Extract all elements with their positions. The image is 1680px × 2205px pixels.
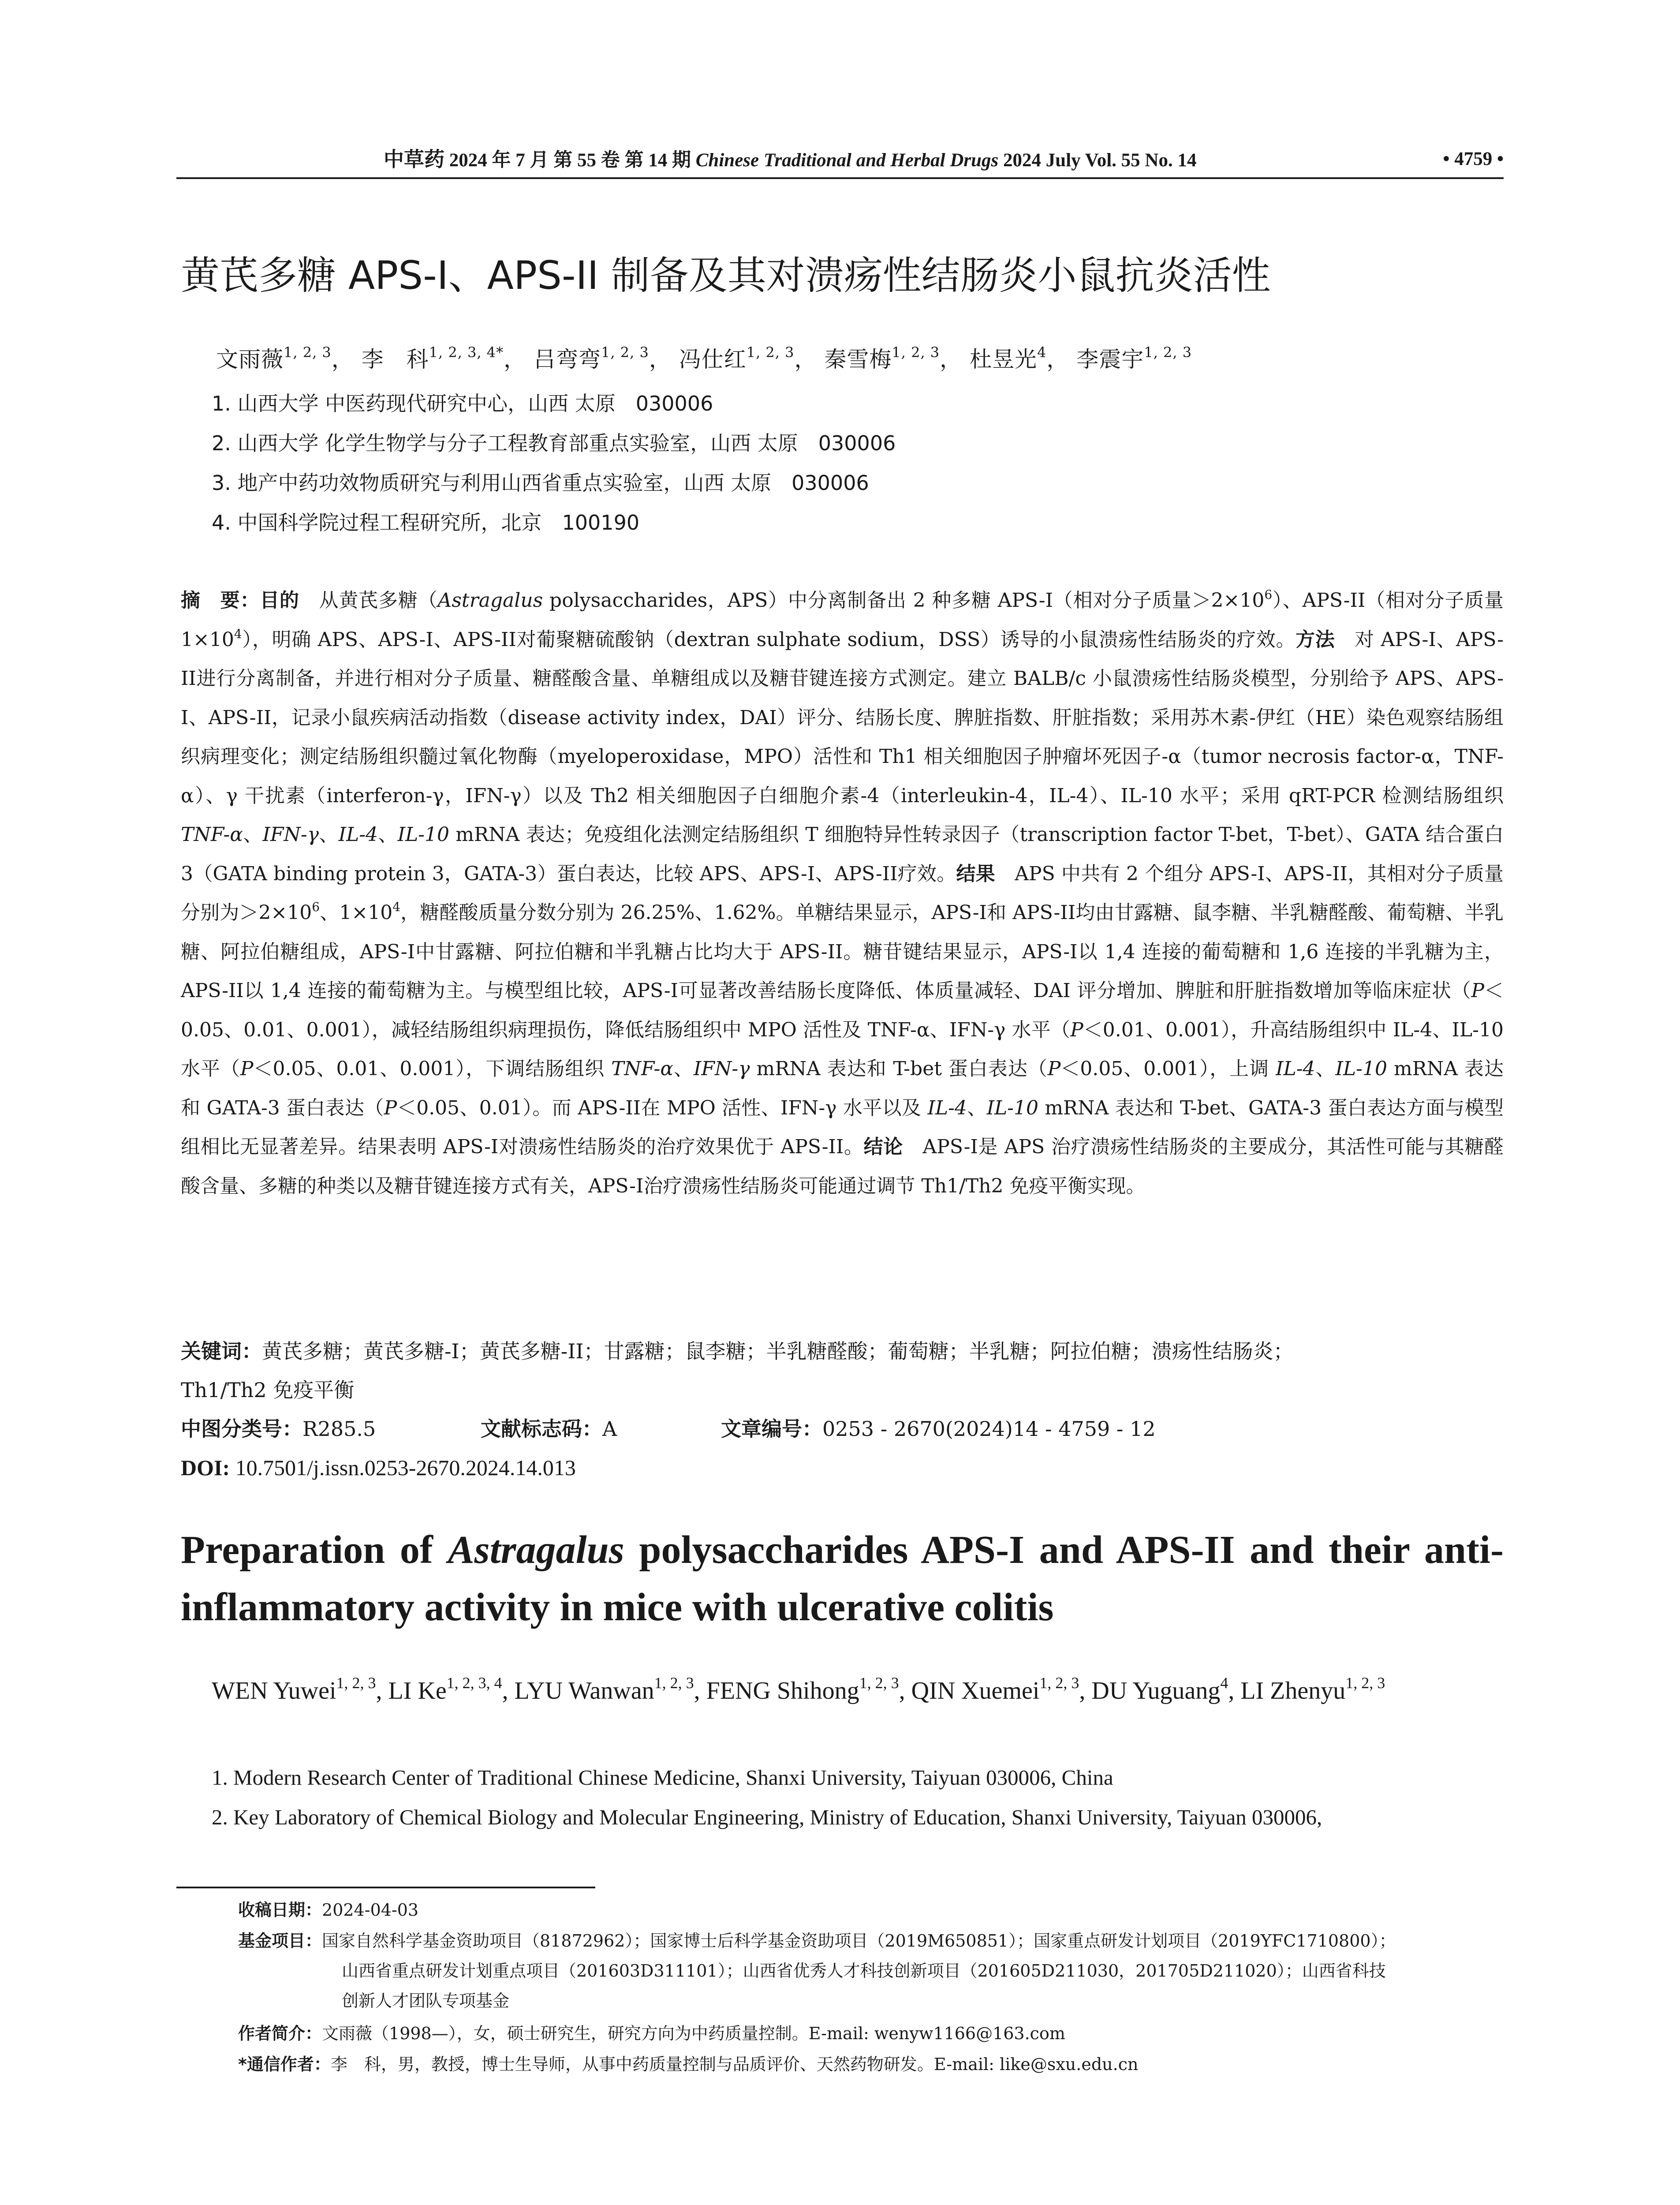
footnote-rule	[176, 1887, 595, 1888]
author-en: LI Zhenyu$^{1, 2, 3}$	[1240, 1674, 1385, 1704]
abstract-label: 摘 要：	[181, 589, 260, 612]
issue-cn: 2024 年 7 月 第 55 卷 第 14 期	[449, 150, 691, 171]
abstract-methods-label: 方法	[1295, 628, 1335, 651]
footnote-fund: 基金项目：国家自然科学基金资助项目（81872962）；国家博士后科学基金资助项目（2019M650851）；国家重点研发计划项目（2019YFC1710800）；	[238, 1931, 1396, 1951]
author-cn: 冯仕红$^{1, 2, 3}$，	[679, 344, 817, 372]
keywords-label: 关键词：	[181, 1339, 262, 1363]
page-number: • 4759 •	[1443, 149, 1504, 169]
affiliation-en-1: 1. Modern Research Center of Traditional Chinese Medicine, Shanxi University, Taiyuan 030006, China	[212, 1765, 1113, 1790]
affiliation-en-2: 2. Key Laboratory of Chemical Biology and Molecular Engineering, Ministry of Education, Shanxi University, Taiyuan 030006,	[212, 1805, 1322, 1829]
issue-en: 2024 July Vol. 55 No. 14	[1003, 150, 1197, 171]
abstract-results-label: 结果	[956, 862, 995, 885]
author-en: DU Yuguang$^4$,	[1091, 1674, 1241, 1704]
footnote-fund-line2: 山西省重点研发计划重点项目（201603D311101）；山西省优秀人才科技创新项目（201605D211030，201705D211020）；山西省科技	[342, 1961, 1386, 1981]
title-en: Preparation of Astragalus polysaccharides APS-I and APS-II and their anti-inflammatory activity in mice with ulcerative colitis	[181, 1528, 1504, 1629]
affiliation-cn-2: 2. 山西大学 化学生物学与分子工程教育部重点实验室，山西 太原 030006	[212, 431, 896, 455]
title-cn: 黄芪多糖 APS-I、APS-II 制备及其对溃疡性结肠炎小鼠抗炎活性	[181, 253, 1271, 298]
doc-code-value: A	[602, 1417, 617, 1441]
authors-en	[212, 1671, 1504, 1710]
author-cn: 文雨薇$^{1, 2, 3}$，	[216, 344, 354, 372]
classification	[181, 1409, 1504, 1448]
header-rule	[176, 177, 1504, 179]
abstract-conclusion-label: 结论	[863, 1136, 903, 1158]
affiliation-cn-4: 4. 中国科学院过程工程研究所，北京 100190	[212, 511, 640, 534]
journal-name-en: Chinese Traditional and Herbal Drugs	[695, 150, 999, 171]
footnote-fund-line3: 创新人才团队专项基金	[342, 1991, 510, 2011]
author-en: LYU Wanwan$^{1, 2, 3}$,	[514, 1674, 706, 1704]
article-no-value: 0253 - 2670(2024)14 - 4759 - 12	[822, 1417, 1156, 1441]
clc-label: 中图分类号：	[181, 1417, 302, 1441]
header-journal-info	[384, 144, 1196, 176]
author-cn: 李震宇$^{1, 2, 3}$	[1076, 344, 1192, 372]
keywords-line2: Th1/Th2 免疫平衡	[181, 1378, 355, 1402]
abstract: 摘 要：目的 从黄芪多糖（Astragalus polysaccharides，APS）中分离制备出 2 种多糖 APS-I（相对分子质量$>2\times 10^6$）、APS-II（相对分子质量 $1\times 10^4$），明确 APS、APS-I、APS-II对葡聚糖硫酸钠（dextran sulphate sodium，DSS）诱导的小鼠溃疡性结肠炎的疗效。方法 对 APS-I、APS-II进行分离制备，并进行相对分子质量、糖醛酸含量、单糖组成以及糖苷键连接方式测定。建立 BALB/c 小鼠溃疡性结肠炎模型，分别给予 APS、APS-I、APS-II，记录小鼠疾病活动指数（disease activity index，DAI）评分、结肠长度、脾脏指数、肝脏指数；采用苏木素-伊红（HE）染色观察结肠组织病理变化；测定结肠组织髓过氧化物酶（myeloperoxidase，MPO）活性和 Th1 相关细胞因子肿瘤坏死因子-α（tumor necrosis factor-α，TNF-α）、γ 干扰素（interferon-γ，IFN-γ）以及 Th2 相关细胞因子白细胞介素-4（interleukin-4，IL-4）、IL-10 水平；采用 qRT-PCR 检测结肠组织 TNF-α、IFN-γ、IL-4、IL-10 mRNA 表达；免疫组化法测定结肠组织 T 细胞特异性转录因子（transcription factor T-bet，T-bet）、GATA 结合蛋白 3（GATA binding protein 3，GATA-3）蛋白表达，比较 APS、APS-I、APS-II疗效。结果 APS 中共有 2 个组分 APS-I、APS-II，其相对分子质量分别为$>2\times 10^6$、$1\times 10^4$，糖醛酸质量分数分别为 26.25%、1.62%。单糖结果显示，APS-I和 APS-II均由甘露糖、鼠李糖、半乳糖醛酸、葡萄糖、半乳糖、阿拉伯糖组成，APS-I中甘露糖、阿拉伯糖和半乳糖占比均大于 APS-II。糖苷键结果显示，APS-I以 1,4 连接的葡萄糖和 1,6 连接的半乳糖为主，APS-II以 1,4 连接的葡萄糖为主。与模型组比较，APS-I可显著改善结肠长度降低、体质量减轻、DAI 评分增加、脾脏和肝脏指数增加等临床症状（P＜0.05、0.01、0.001），减轻结肠组织病理损伤，降低结肠组织中 MPO 活性及 TNF-α、IFN-γ 水平（P＜0.01、0.001），升高结肠组织中 IL-4、IL-10 水平（P＜0.05、0.01、0.001），下调结肠组织 TNF-α、IFN-γ mRNA 表达和 T-bet 蛋白表达（P＜0.05、0.001），上调 IL-4、IL-10 mRNA 表达和 GATA-3 蛋白表达（P＜0.05、0.01）。而 APS-II在 MPO 活性、IFN-γ 水平以及 IL-4、IL-10 mRNA 表达和 T-bet、GATA-3 蛋白表达方面与模型组相比无显著差异。结果表明 APS-I对溃疡性结肠炎的治疗效果优于 APS-II。结论 APS-I是 APS 治疗溃疡性结肠炎的主要成分，其活性可能与其糖醛酸含量、多糖的种类以及糖苷键连接方式有关，APS-I治疗溃疡性结肠炎可能通过调节 Th1/Th2 免疫平衡实现。	[181, 587, 1504, 1197]
doc-code-label: 文献标志码：	[481, 1417, 602, 1441]
keywords-line1: 黄芪多糖；黄芪多糖-I；黄芪多糖-II；甘露糖；鼠李糖；半乳糖醛酸；葡萄糖；半乳糖；阿拉伯糖；溃疡性结肠炎；	[262, 1339, 1294, 1363]
clc-value: R285.5	[302, 1417, 376, 1441]
article-no-label: 文章编号：	[721, 1417, 822, 1441]
affiliation-cn-3: 3. 地产中药功效物质研究与利用山西省重点实验室，山西 太原 030006	[212, 471, 869, 495]
doi-link[interactable]: 10.7501/j.issn.0253-2670.2024.14.013	[230, 1455, 576, 1480]
footnote-author: 作者简介：文雨薇（1998—），女，硕士研究生，研究方向为中药质量控制。E-mail: wenyw1166@163.com	[238, 2024, 1065, 2043]
doi-label: DOI:	[181, 1455, 230, 1480]
abstract-objective-label: 目的	[260, 589, 299, 612]
footnote-corresponding: *通信作者：李 科，男，教授，博士生导师，从事中药质量控制与品质评价、天然药物研发。E-mail: like@sxu.edu.cn	[238, 2055, 1139, 2074]
journal-name-cn: 中草药	[384, 147, 444, 171]
author-en: FENG Shihong$^{1, 2, 3}$,	[706, 1674, 911, 1704]
keywords	[181, 1332, 1504, 1371]
author-cn: 吕弯弯$^{1, 2, 3}$，	[534, 344, 672, 372]
authors-cn	[216, 340, 1495, 379]
author-en: WEN Yuwei$^{1, 2, 3}$,	[212, 1674, 388, 1704]
running-header	[176, 144, 1504, 175]
doi	[181, 1448, 1504, 1487]
author-en: LI Ke$^{1, 2, 3, 4}$,	[388, 1674, 515, 1704]
footnote-received: 收稿日期：2024-04-03	[238, 1900, 419, 1920]
author-cn: 杜昱光$^4$，	[970, 344, 1069, 372]
affiliation-cn-1: 1. 山西大学 中医药现代研究中心，山西 太原 030006	[212, 392, 713, 415]
author-en: QIN Xuemei$^{1, 2, 3}$,	[911, 1674, 1092, 1704]
author-cn: 秦雪梅$^{1, 2, 3}$，	[824, 344, 963, 372]
author-cn: 李 科$^{1, 2, 3, 4*}$，	[361, 344, 526, 372]
